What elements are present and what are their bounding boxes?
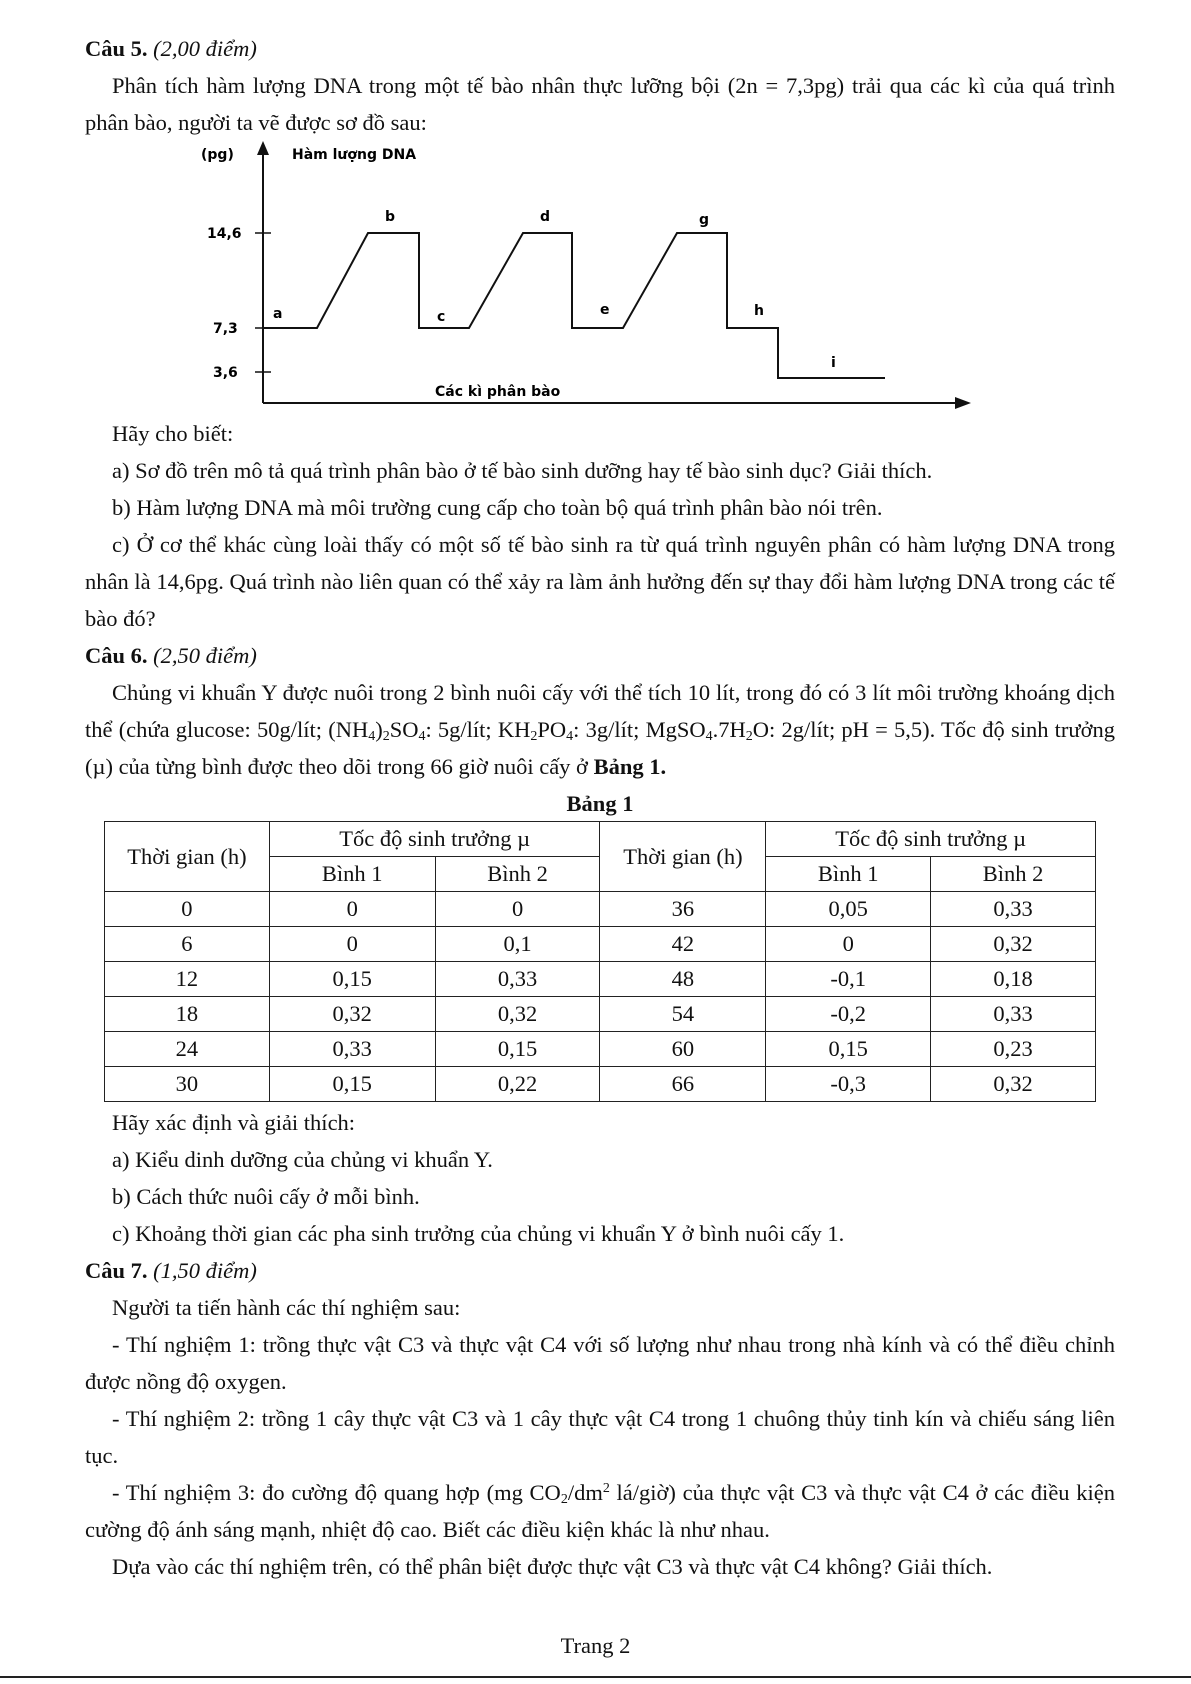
table-cell: 0,15 bbox=[269, 1067, 435, 1102]
header-bottle-2: Bình 2 bbox=[435, 857, 600, 892]
question-5-item-b: b) Hàm lượng DNA mà môi trường cung cấp cho toàn bộ quá trình phân bào nói trên. bbox=[112, 495, 883, 520]
experiment-3: - Thí nghiệm 3: đo cường độ quang hợp (mg $CO_2/dm^2$ lá/giờ) của thực vật C3 và thực vật C4 ở các điều kiện cường độ ánh sáng mạnh, nhiệt độ cao. Biết các điều kiện khác là như nhau. bbox=[85, 1480, 1115, 1542]
dna-content-diagram bbox=[85, 141, 1115, 411]
table-cell: 0 bbox=[269, 927, 435, 962]
table-cell: 0,15 bbox=[269, 962, 435, 997]
table-row bbox=[105, 892, 1096, 927]
header-time: Thời gian (h) bbox=[105, 822, 270, 892]
phase-label-a: a bbox=[273, 306, 283, 322]
table-cell: 0,33 bbox=[435, 962, 600, 997]
table-cell: -0,2 bbox=[766, 997, 931, 1032]
phase-label-e: e bbox=[600, 302, 610, 318]
question-6-item-a: a) Kiểu dinh dưỡng của chủng vi khuẩn Y. bbox=[112, 1147, 493, 1172]
experiment-1: - Thí nghiệm 1: trồng thực vật C3 và thực vật C4 với số lượng như nhau trong nhà kính và có thể điều chỉnh được nồng độ oxygen. bbox=[85, 1332, 1115, 1394]
header-growth-rate: Tốc độ sinh trưởng µ bbox=[766, 822, 1096, 857]
phase-label-i: i bbox=[831, 355, 836, 371]
table-row bbox=[105, 1032, 1096, 1067]
table-cell: 48 bbox=[600, 962, 766, 997]
x-axis-title: Các kì phân bào bbox=[435, 384, 561, 400]
question-5-heading bbox=[85, 30, 1115, 67]
table-header-row bbox=[105, 822, 1096, 857]
exam-page bbox=[85, 30, 1115, 1585]
header-growth-rate: Tốc độ sinh trưởng µ bbox=[269, 822, 600, 857]
page-number: Trang 2 bbox=[560, 1633, 631, 1658]
y-unit: (pg) bbox=[201, 147, 234, 163]
dna-step-chart bbox=[85, 141, 1115, 411]
table-cell: 24 bbox=[105, 1032, 270, 1067]
table-cell: 0,32 bbox=[931, 927, 1096, 962]
header-bottle-1: Bình 1 bbox=[269, 857, 435, 892]
question-5-item-a: a) Sơ đồ trên mô tả quá trình phân bào ở tế bào sinh dưỡng hay tế bào sinh dục? Giải thích. bbox=[112, 458, 933, 483]
phase-label-g: g bbox=[699, 212, 710, 228]
question-5-intro: Phân tích hàm lượng DNA trong một tế bào nhân thực lưỡng bội (2n = 7,3pg) trải qua các kì của quá trình phân bào, người ta vẽ được sơ đồ sau: bbox=[85, 73, 1115, 135]
header-bottle-1: Bình 1 bbox=[766, 857, 931, 892]
question-6-heading bbox=[85, 637, 1115, 674]
phase-label-d: d bbox=[540, 209, 551, 225]
table-cell: -0,3 bbox=[766, 1067, 931, 1102]
table-title: Bảng 1 bbox=[566, 791, 634, 816]
y-tick-label: 7,3 bbox=[213, 321, 238, 337]
table-cell: 0 bbox=[105, 892, 270, 927]
question-7-intro: Người ta tiến hành các thí nghiệm sau: bbox=[112, 1295, 461, 1320]
question-5-item-c: c) Ở cơ thể khác cùng loài thấy có một số tế bào sinh ra từ quá trình nguyên phân có hàm lượng DNA trong nhân là 14,6pg. Quá trình nào liên quan có thể xảy ra làm ảnh hưởng đến sự thay đổi hàm lượng DNA trong các tế bào đó? bbox=[85, 532, 1115, 631]
question-5-ask: Hãy cho biết: bbox=[112, 421, 234, 446]
question-6-item-c: c) Khoảng thời gian các pha sinh trưởng của chủng vi khuẩn Y ở bình nuôi cấy 1. bbox=[112, 1221, 845, 1246]
table-row bbox=[105, 927, 1096, 962]
table-cell: 0,32 bbox=[269, 997, 435, 1032]
bottom-rule bbox=[0, 1676, 1191, 1678]
table-cell: 0,18 bbox=[931, 962, 1096, 997]
phase-label-c: c bbox=[437, 309, 446, 325]
y-axis-arrow-icon bbox=[257, 141, 269, 155]
question-6-ask: Hãy xác định và giải thích: bbox=[112, 1110, 356, 1135]
phase-label-h: h bbox=[754, 303, 764, 319]
table-cell: 0,05 bbox=[766, 892, 931, 927]
question-title: Câu 6. bbox=[85, 643, 148, 668]
table-row bbox=[105, 1067, 1096, 1102]
header-bottle-2: Bình 2 bbox=[931, 857, 1096, 892]
y-tick-label: 3,6 bbox=[213, 365, 238, 381]
table-cell: 0,15 bbox=[435, 1032, 600, 1067]
experiment-2: - Thí nghiệm 2: trồng 1 cây thực vật C3 và 1 cây thực vật C4 trong 1 chuông thủy tinh kín và chiếu sáng liên tục. bbox=[85, 1406, 1115, 1468]
table-cell: 0,22 bbox=[435, 1067, 600, 1102]
question-points: (2,50 điểm) bbox=[153, 643, 257, 668]
table-cell: 0,33 bbox=[931, 892, 1096, 927]
table-cell: 0,32 bbox=[931, 1067, 1096, 1102]
question-6-intro: Chủng vi khuẩn Y được nuôi trong 2 bình nuôi cấy với thể tích 10 lít, trong đó có 3 lít môi trường khoáng dịch thể (chứa glucose: 50g/lít; $(NH_4)_2SO_4$: 5g/lít; $KH_2PO_4$: 3g/lít; $MgSO_4.7H_2O$: 2g/lít; pH = 5,5). Tốc độ sinh trưởng (µ) của từng bình được theo dõi trong 66 giờ nuôi cấy ở Bảng 1. bbox=[85, 680, 1115, 779]
question-title: Câu 5. bbox=[85, 36, 148, 61]
table-row bbox=[105, 962, 1096, 997]
question-title: Câu 7. bbox=[85, 1258, 148, 1283]
table-cell: 30 bbox=[105, 1067, 270, 1102]
phase-label-b: b bbox=[385, 209, 396, 225]
dna-content-line bbox=[263, 233, 885, 378]
table-cell: 12 bbox=[105, 962, 270, 997]
table-cell: 42 bbox=[600, 927, 766, 962]
table-cell: 0,32 bbox=[435, 997, 600, 1032]
table-cell: 0,33 bbox=[269, 1032, 435, 1067]
table-cell: 0,23 bbox=[931, 1032, 1096, 1067]
table-cell: 66 bbox=[600, 1067, 766, 1102]
question-7-heading bbox=[85, 1252, 1115, 1289]
table-cell: 0 bbox=[269, 892, 435, 927]
x-axis-arrow-icon bbox=[955, 397, 971, 409]
question-points: (2,00 điểm) bbox=[153, 36, 257, 61]
table-cell: 0 bbox=[766, 927, 931, 962]
question-7-conclusion: Dựa vào các thí nghiệm trên, có thể phân biệt được thực vật C3 và thực vật C4 không? Giải thích. bbox=[112, 1554, 993, 1579]
table-cell: 54 bbox=[600, 997, 766, 1032]
table-reference: Bảng 1. bbox=[593, 754, 667, 779]
y-tick-label: 14,6 bbox=[207, 226, 242, 242]
question-6-item-b: b) Cách thức nuôi cấy ở mỗi bình. bbox=[112, 1184, 420, 1209]
question-points: (1,50 điểm) bbox=[153, 1258, 257, 1283]
table-cell: 18 bbox=[105, 997, 270, 1032]
table-body bbox=[105, 892, 1096, 1102]
table-cell: 36 bbox=[600, 892, 766, 927]
table-cell: 60 bbox=[600, 1032, 766, 1067]
table-cell: 0,33 bbox=[931, 997, 1096, 1032]
table-row bbox=[105, 997, 1096, 1032]
table-cell: 0,1 bbox=[435, 927, 600, 962]
table-cell: -0,1 bbox=[766, 962, 931, 997]
growth-rate-table bbox=[104, 821, 1096, 1102]
header-time: Thời gian (h) bbox=[600, 822, 766, 892]
table-cell: 6 bbox=[105, 927, 270, 962]
y-axis-title: Hàm lượng DNA bbox=[292, 147, 417, 163]
table-cell: 0,15 bbox=[766, 1032, 931, 1067]
table-cell: 0 bbox=[435, 892, 600, 927]
